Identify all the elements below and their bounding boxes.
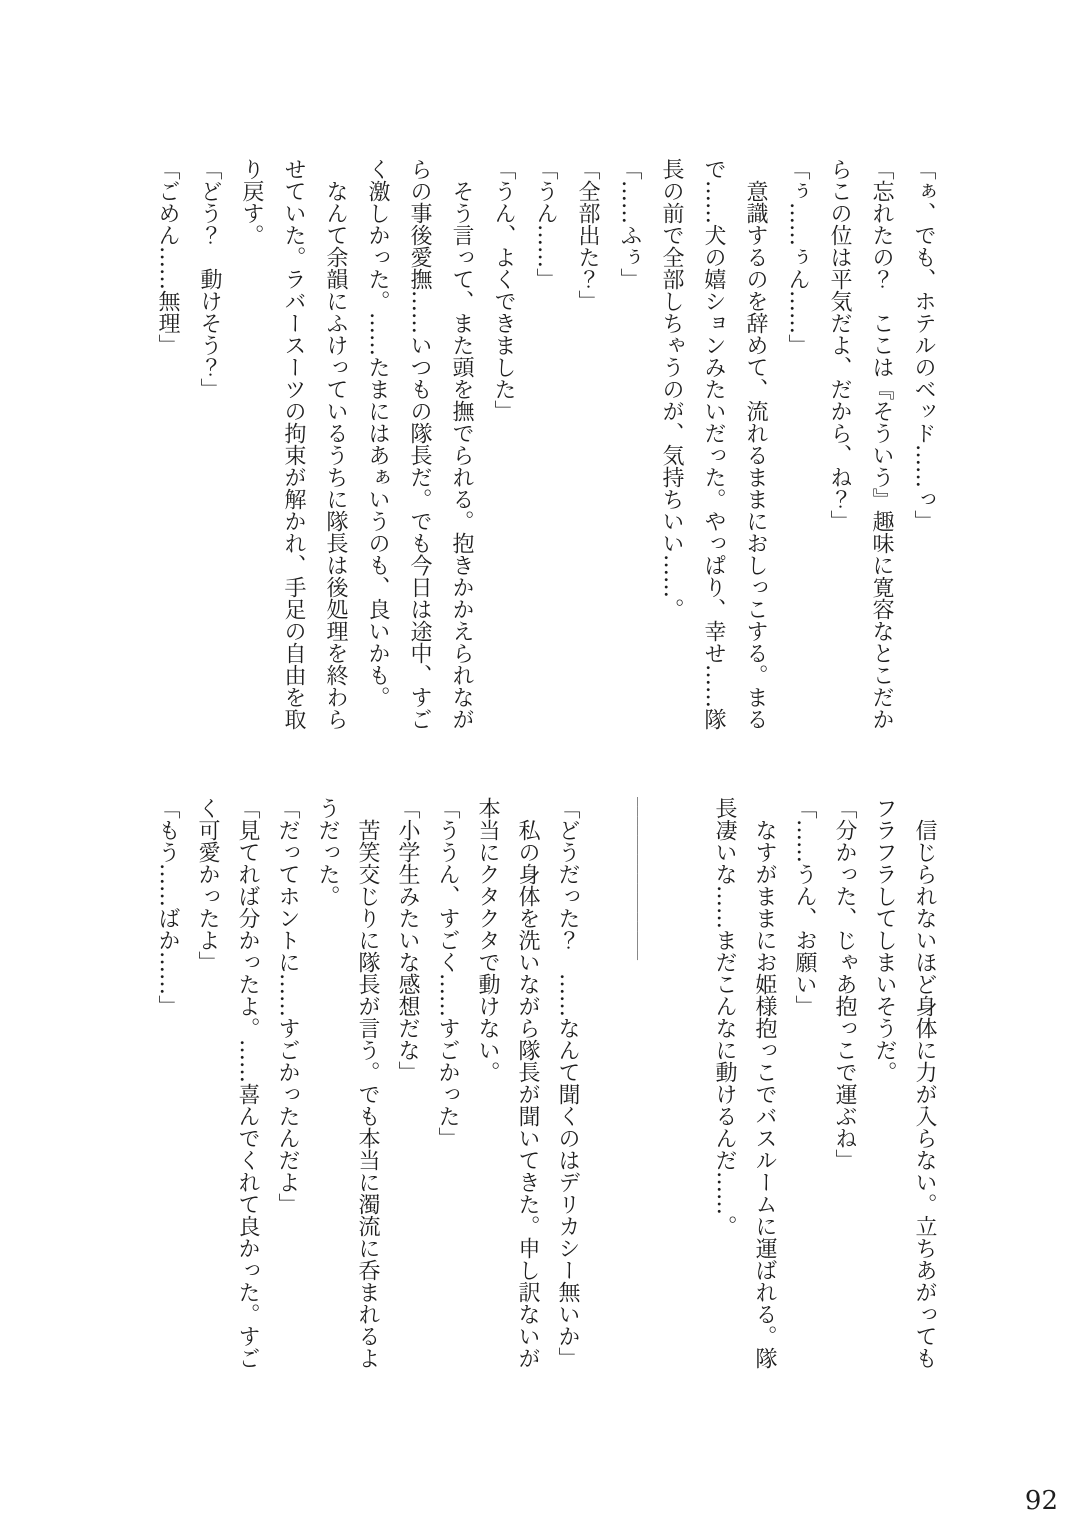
bottom-text-block — [147, 797, 944, 1377]
text-line: なすがままにお姫様抱っこでバスルームに運ばれる。隊 — [752, 797, 777, 1369]
text-line: フラフラしてしまいそうだ。 — [872, 797, 897, 1083]
text-line: く激しかった。……たまにはあぁいうのも、良いかも。 — [365, 158, 390, 708]
text-line: 「見てれば分かったよ。……喜んでくれて良かった。すご — [235, 797, 260, 1369]
text-line: 「……うん、お願い」 — [792, 797, 817, 1017]
text-line: うだった。 — [315, 797, 340, 907]
text-line: 「全部出た？」 — [575, 158, 600, 312]
text-line: 「ううん、すごく……すごかった」 — [435, 797, 460, 1149]
text-line: 「ぁ、でも、ホテルのベッド……っ」 — [911, 158, 936, 532]
text-line: り戻す。 — [239, 158, 264, 246]
text-line: そう言って、また頭を撫でられる。抱きかかえられなが — [449, 158, 474, 730]
page-number: 92 — [1024, 1486, 1058, 1516]
text-line: 「分かった、じゃあ抱っこで運ぶね」 — [832, 797, 857, 1171]
text-line: 本当にクタクタで動けない。 — [475, 797, 500, 1083]
text-line: 長凄いな……まだこんなに動けるんだ……。 — [712, 797, 737, 1237]
text-line: 「うん……」 — [533, 158, 558, 290]
text-line: せていた。ラバースーツの拘束が解かれ、手足の自由を取 — [281, 158, 306, 730]
text-line: 「ぅ……ぅん……」 — [785, 158, 810, 356]
top-text-block — [146, 158, 944, 738]
text-line: 「ごめん……無理」 — [155, 158, 180, 356]
text-line: 意識するのを辞めて、流れるままにおしっこする。まる — [743, 158, 768, 730]
text-line: 「どうだった？ ……なんて聞くのはデリカシー無いか」 — [555, 797, 580, 1369]
text-line: で……犬の嬉ションみたいだった。やっぱり、幸せ……隊 — [701, 158, 726, 730]
text-line: 「どう？ 動けそう？」 — [197, 158, 222, 400]
text-line: 「……ふぅ」 — [617, 158, 642, 290]
text-line: く可愛かったよ」 — [195, 797, 220, 973]
text-line: なんて余韻にふけっているうちに隊長は後処理を終わら — [323, 158, 348, 730]
text-line: らこの位は平気だよ、だから、ね？」 — [827, 158, 852, 532]
text-line: らの事後愛撫……いつもの隊長だ。でも今日は途中、すご — [407, 158, 432, 730]
text-line: 「小学生みたいな感想だな」 — [395, 797, 420, 1083]
text-line: 信じられないほど身体に力が入らない。立ちあがっても — [912, 797, 937, 1369]
text-line: 「だってホントに……すごかったんだよ」 — [275, 797, 300, 1215]
text-line: 私の身体を洗いながら隊長が聞いてきた。申し訳ないが — [515, 797, 540, 1369]
text-line: 苦笑交じりに隊長が言う。でも本当に濁流に呑まれるよ — [355, 797, 380, 1369]
text-line: 長の前で全部しちゃうのが、気持ちいい……。 — [659, 158, 684, 620]
text-line: 「忘れたの？ ここは『そういう』趣味に寛容なとこだか — [869, 158, 894, 730]
scene-break-dashes: ――――――――――――――――― — [632, 797, 643, 961]
text-line: 「もう……ばか……」 — [155, 797, 180, 1017]
text-line: 「うん、よくできました」 — [491, 158, 516, 422]
